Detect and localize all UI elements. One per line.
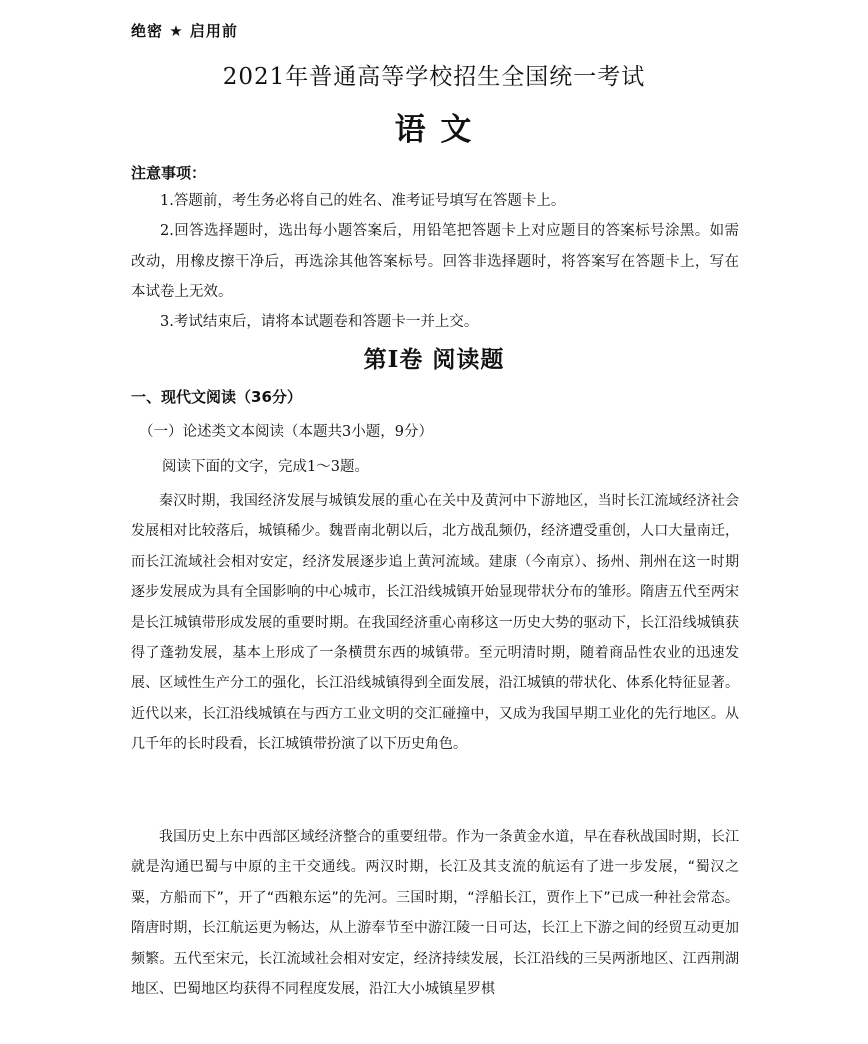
notice-item-3: 3.考试结束后，请将本试题卷和答题卡一并上交。	[160, 314, 479, 330]
notice-item-1: 1.答题前，考生务必将自己的姓名、准考证号填写在答题卡上。	[160, 193, 566, 209]
secret-mark: 绝密 ★ 启用前	[131, 22, 238, 40]
notice-heading: 注意事项：	[131, 164, 207, 182]
part-subheading: （一）论述类文本阅读（本题共3小题，9分）	[139, 424, 433, 440]
part-heading: 一、现代文阅读（36分）	[131, 388, 302, 406]
exam-title: 2021年普通高等学校招生全国统一考试	[222, 64, 646, 90]
subject-title: 语 文	[394, 112, 474, 148]
reading-instruction: 阅读下面的文字，完成1～3题。	[162, 459, 369, 475]
passage-paragraph-2: 我国历史上东中西部区域经济整合的重要纽带。作为一条黄金水道，早在春秋战国时期，长江就是沟通巴蜀与中原的主干交通线。两汉时期，长江及其支流的航运有了进一步发展，“蜀汉之粟，方船而下”，开了“西粮东运”的先河。三国时期，“浮船长江，贾作上下”已成一种社会常态。隋唐时期，长江航运更为畅达，从上游奉节至中游江陵一日可达，长江上下游之间的经贸互动更加频繁。五代至宋元，长江流域社会相对安定，经济持续发展，长江沿线的三吴两浙地区、江西荆湖地区、巴蜀地区均获得不同程度发展，沿江大小城镇星罗棋	[131, 829, 739, 998]
notice-item-2: 2.回答选择题时，选出每小题答案后，用铅笔把答题卡上对应题目的答案标号涂黑。如需改动，用橡皮擦干净后，再选涂其他答案标号。回答非选择题时，将答案写在答题卡上，写在本试卷上无效。	[131, 223, 739, 300]
passage-paragraph-1: 秦汉时期，我国经济发展与城镇发展的重心在关中及黄河中下游地区，当时长江流域经济社会发展相对比较落后，城镇稀少。魏晋南北朝以后，北方战乱频仍，经济遭受重创，人口大量南迁，而长江流域社会相对安定，经济发展逐步追上黄河流域。建康（今南京）、扬州、荆州在这一时期逐步发展成为具有全国影响的中心城市，长江沿线城镇开始显现带状分布的雏形。隋唐五代至两宋是长江城镇带形成发展的重要时期。在我国经济重心南移这一历史大势的驱动下，长江沿线城镇获得了蓬勃发展，基本上形成了一条横贯东西的城镇带。至元明清时期，随着商品性农业的迅速发展、区域性生产分工的强化，长江沿线城镇得到全面发展，沿江城镇的带状化、体系化特征显著。近代以来，长江沿线城镇在与西方工业文明的交汇碰撞中，又成为我国早期工业化的先行地区。从几千年的长时段看，长江城镇带扮演了以下历史角色。	[131, 493, 739, 753]
section-title: 第Ⅰ卷 阅读题	[363, 346, 505, 373]
